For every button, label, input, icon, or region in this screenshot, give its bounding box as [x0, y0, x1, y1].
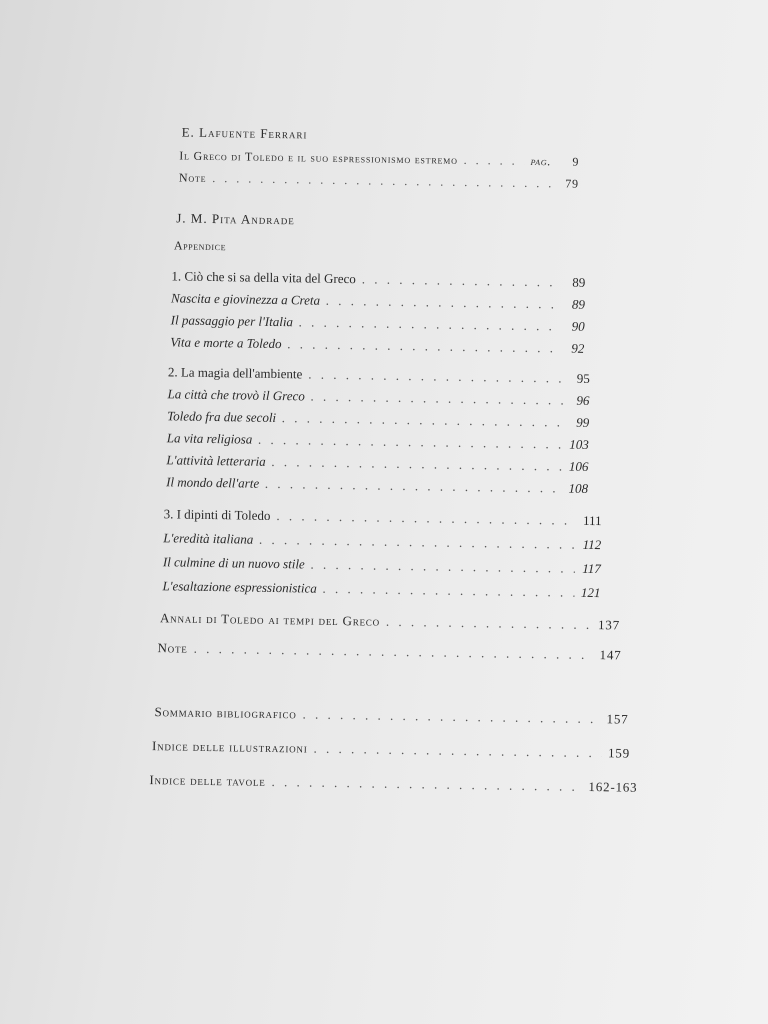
leader-dots — [311, 557, 575, 577]
leader-dots — [271, 774, 582, 795]
page-number: 162-163 — [588, 778, 638, 795]
toc-entry-indice-tavole — [149, 772, 637, 796]
toc-entry — [167, 386, 589, 409]
appendice-heading: Appendice — [173, 238, 227, 254]
entry-label: L'esaltazione espressionistica — [162, 578, 317, 596]
leader-dots — [287, 336, 558, 356]
entry-label: 1. Ciò che si sa della vita del Greco — [171, 268, 356, 287]
toc-entry-note2 — [157, 640, 621, 663]
leader-dots — [282, 410, 563, 430]
pag-label: pag. — [530, 153, 552, 169]
toc-entry — [162, 578, 600, 601]
entry-label: L'eredità italiana — [163, 530, 254, 547]
leader-dots — [308, 367, 564, 387]
entry-label: Il mondo dell'arte — [166, 474, 260, 491]
toc-entry — [171, 290, 585, 313]
page-number: 89 — [572, 274, 586, 290]
page-number: 159 — [607, 745, 631, 761]
page-number: 111 — [582, 512, 602, 529]
page-number: 99 — [576, 414, 590, 430]
entry-label: Il Greco di Toledo e il suo espressionismo estremo — [179, 148, 458, 167]
page-number: 112 — [582, 536, 602, 553]
leader-dots — [265, 476, 562, 497]
entry-label: Il culmine di un nuovo stile — [162, 554, 305, 572]
page-number: 106 — [568, 458, 589, 474]
entry-label: 3. I dipinti di Toledo — [163, 506, 271, 523]
page-number: 103 — [569, 436, 589, 452]
page-number: 79 — [565, 176, 580, 191]
entry-label: La città che trovò il Greco — [167, 386, 305, 404]
leader-dots — [323, 581, 575, 601]
page-number: 95 — [576, 370, 590, 386]
entry-label: Note — [157, 640, 188, 656]
page-number: 121 — [580, 584, 601, 601]
leader-dots — [386, 614, 592, 633]
toc-entry — [170, 334, 584, 357]
leader-dots — [302, 706, 600, 727]
entry-label: Vita e morte a Toledo — [170, 334, 282, 352]
leader-dots — [326, 293, 559, 313]
entry-label: Il passaggio per l'Italia — [170, 312, 294, 330]
leader-dots — [259, 532, 575, 553]
leader-dots — [272, 454, 563, 475]
leader-dots — [299, 314, 559, 334]
toc-entry — [171, 312, 585, 335]
toc-entry — [166, 474, 588, 497]
leader-dots — [276, 508, 575, 529]
toc-entry — [166, 452, 588, 475]
page-number: 108 — [568, 480, 589, 496]
leader-dots — [258, 432, 563, 453]
entry-label: Note — [178, 170, 207, 185]
entry-label: L'attività letteraria — [166, 452, 266, 469]
page-number: 117 — [582, 560, 601, 577]
toc-entry — [167, 430, 589, 453]
toc-part-3 — [164, 506, 602, 529]
page-number: 90 — [571, 318, 585, 334]
toc-entry — [167, 408, 589, 431]
page-number: 137 — [597, 617, 621, 633]
entry-label: Nascita e giovinezza a Creta — [170, 290, 321, 308]
entry-label: Toledo fra due secoli — [167, 408, 277, 426]
entry-label: La vita religiosa — [166, 430, 253, 447]
page-number: 89 — [571, 296, 586, 312]
toc-entry-annali — [160, 610, 620, 633]
leader-dots — [313, 741, 602, 762]
entry-label: Indice delle tavole — [149, 772, 266, 789]
page-number: 96 — [576, 392, 590, 408]
toc-entry-note1 — [179, 170, 579, 191]
toc-entry-sommario — [154, 704, 628, 727]
toc-part-1 — [171, 268, 585, 291]
leader-dots — [362, 271, 560, 290]
leader-dots — [464, 153, 525, 169]
entry-label: Sommario bibliografico — [154, 704, 297, 722]
table-of-contents — [139, 110, 670, 818]
leader-dots — [194, 641, 594, 663]
entry-label: 2. La magia dell'ambiente — [167, 364, 303, 382]
entry-label: Indice delle illustrazioni — [151, 738, 308, 756]
leader-dots — [212, 171, 553, 191]
toc-entry — [163, 554, 601, 577]
page-number: 92 — [571, 340, 585, 356]
toc-entry-indice-illustrazioni — [152, 738, 630, 762]
leader-dots — [311, 389, 564, 409]
toc-entry — [163, 530, 601, 553]
author-lafuente: E. Lafuente Ferrari — [181, 124, 308, 142]
page-number: 9 — [572, 154, 580, 169]
author-pita-andrade: J. M. Pita Andrade — [176, 210, 295, 228]
entry-label: Annali di Toledo ai tempi del Greco — [159, 610, 381, 629]
page-number: 147 — [599, 647, 622, 663]
toc-entry-essay1 — [179, 148, 579, 169]
page-number: 157 — [606, 711, 629, 727]
toc-part-2 — [168, 364, 590, 387]
